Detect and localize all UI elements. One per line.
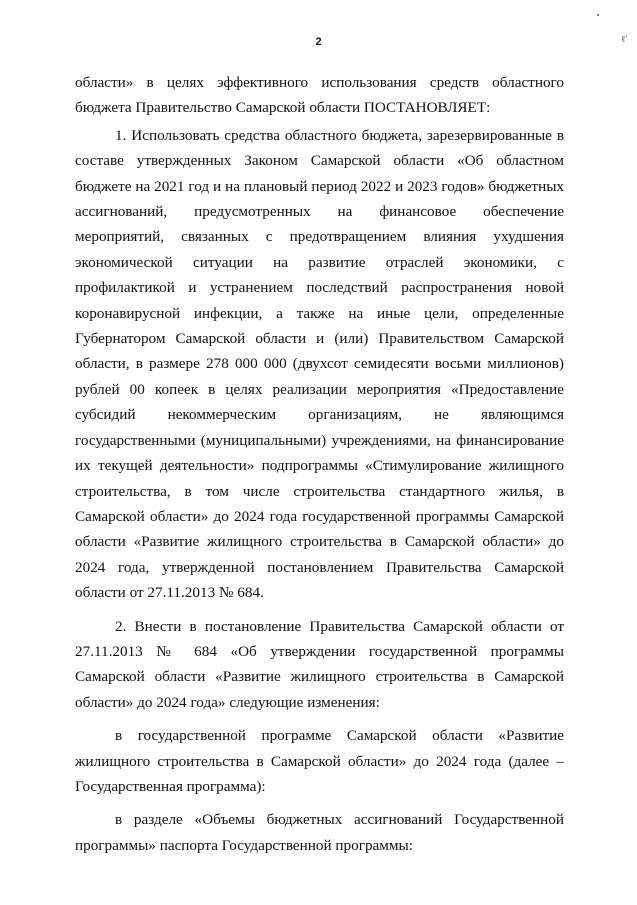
paragraph-continuation: области» в целях эффективного использования средств областного бюджета Правительство Самарской области ПОСТАНОВЛЯЕТ: [75, 74, 564, 117]
scan-dot-mark [597, 14, 599, 16]
document-body [75, 70, 564, 858]
paragraph-item-1: 1. Использовать средства областного бюджета, зарезервированные в составе утвержденных Законом Самарской области «Об областном бюджете на 2021 год и на плановый период 2022 и 2023 годов» бюджетных ассигнований, предусмотренных на финансовое обеспечение мероприятий, связанных с предотвращением влияния ухудшения экономической ситуации на развитие отраслей экономики, с профилактикой и устранением последствий распространения новой коронавирусной инфекции, а также на иные цели, определенные Губернатором Самарской области и (или) Правительством Самарской области, в размере 278 000 000 (двухсот семидесяти восьми миллионов) рублей 00 копеек в целях реализации мероприятия «Предоставление субсидий некоммерческим организациям, не являющимся государственными (муниципальными) учреждениями, на финансирование их текущей деятельности» подпрограммы «Стимулирование жилищного строительства, в том числе строительства стандартного жилья, в Самарской области» до 2024 года государственной программы Самарской области «Развитие жилищного строительства в Самарской области» до 2024 года, утвержденной постановлением Правительства Самарской области от 27.11.2013 № 684. [75, 126, 564, 602]
handwritten-corner-mark: ℓ' [621, 34, 627, 44]
paragraph-item-2: 2. Внести в постановление Правительства Самарской области от 27.11.2013 № 684 «Об утверждении государственной программы Самарской области «Развитие жилищного строительства в Самарской области» до 2024 года» следующие изменения: [75, 617, 564, 711]
paragraph-passport-section: в разделе «Объемы бюджетных ассигнований Государственной программы» паспорта Государственной программы: [75, 811, 564, 854]
paragraph-program-changes: в государственной программе Самарской области «Развитие жилищного строительства в Самарской области» до 2024 года (далее – Государственная программа): [75, 727, 564, 795]
page-number: 2 [315, 36, 322, 48]
